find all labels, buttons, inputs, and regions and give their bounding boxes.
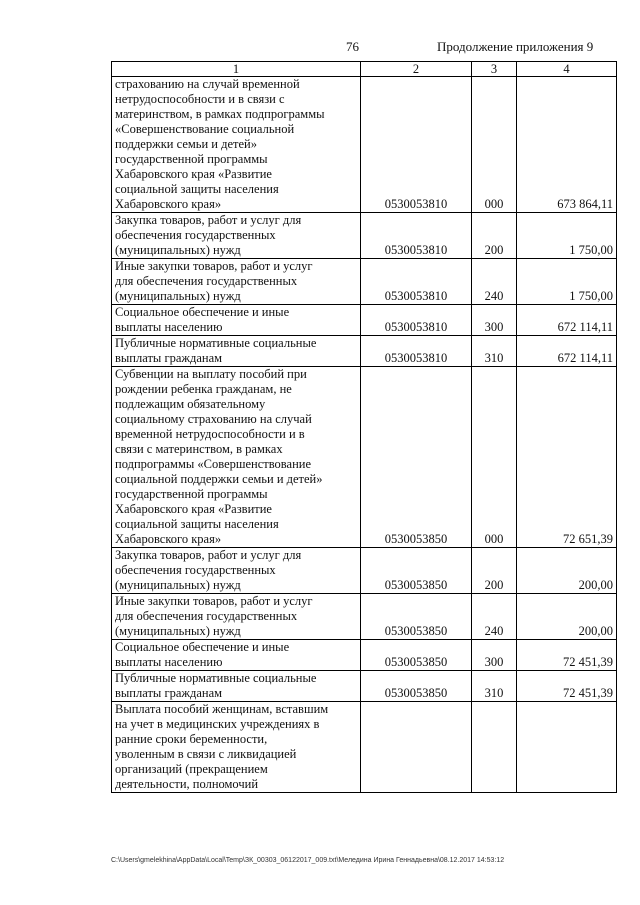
row-type: 240 (472, 594, 517, 640)
column-header-3: 3 (472, 62, 517, 77)
table-header (112, 62, 617, 77)
row-description: страхованию на случай временной нетрудоспособности и в связи с материнством, в рамках подпрограммы «Совершенствование социальной поддержки семьи и детей» государственной программы Хабаровского края «Развитие социальной защиты населения Хабаровского края» (112, 77, 361, 213)
budget-table (111, 61, 617, 793)
row-type (472, 702, 517, 793)
row-code: 0530053850 (361, 594, 472, 640)
row-type: 310 (472, 336, 517, 367)
row-type: 300 (472, 305, 517, 336)
row-amount: 72 451,39 (517, 671, 617, 702)
row-amount (517, 702, 617, 793)
row-amount: 200,00 (517, 548, 617, 594)
footer-file-path: C:\Users\gmelekhina\AppData\Local\Temp\ЗК_00303_06122017_009.txt\Меледина Ирина Геннадьевна\08.12.2017 14:53:12 (111, 857, 505, 864)
row-type: 200 (472, 213, 517, 259)
header-row (112, 62, 617, 77)
row-amount: 672 114,11 (517, 336, 617, 367)
row-amount: 72 651,39 (517, 367, 617, 548)
column-header-1: 1 (112, 62, 361, 77)
page-number: 76 (346, 39, 359, 54)
table-row (112, 305, 617, 336)
row-description: Закупка товаров, работ и услуг для обеспечения государственных (муниципальных) нужд (112, 548, 361, 594)
row-amount: 673 864,11 (517, 77, 617, 213)
row-type: 000 (472, 77, 517, 213)
table-row (112, 702, 617, 793)
table-row (112, 548, 617, 594)
row-code: 0530053810 (361, 305, 472, 336)
table-body (112, 77, 617, 793)
table-row (112, 77, 617, 213)
row-description: Иные закупки товаров, работ и услуг для обеспечения государственных (муниципальных) нужд (112, 594, 361, 640)
row-code: 0530053810 (361, 259, 472, 305)
row-code: 0530053850 (361, 367, 472, 548)
row-description: Социальное обеспечение и иные выплаты населению (112, 305, 361, 336)
table-row (112, 336, 617, 367)
continuation-label: Продолжение приложения 9 (437, 39, 594, 54)
row-type: 000 (472, 367, 517, 548)
row-amount: 1 750,00 (517, 259, 617, 305)
row-description: Закупка товаров, работ и услуг для обеспечения государственных (муниципальных) нужд (112, 213, 361, 259)
table-row (112, 367, 617, 548)
table-row (112, 671, 617, 702)
row-code: 0530053850 (361, 671, 472, 702)
row-description: Иные закупки товаров, работ и услуг для обеспечения государственных (муниципальных) нужд (112, 259, 361, 305)
row-amount: 1 750,00 (517, 213, 617, 259)
table-row (112, 640, 617, 671)
column-header-4: 4 (517, 62, 617, 77)
column-header-2: 2 (361, 62, 472, 77)
row-amount: 200,00 (517, 594, 617, 640)
row-code: 0530053810 (361, 336, 472, 367)
row-type: 310 (472, 671, 517, 702)
row-code: 0530053810 (361, 77, 472, 213)
row-type: 300 (472, 640, 517, 671)
row-amount: 672 114,11 (517, 305, 617, 336)
row-code (361, 702, 472, 793)
row-code: 0530053850 (361, 548, 472, 594)
row-description: Публичные нормативные социальные выплаты гражданам (112, 336, 361, 367)
row-description: Выплата пособий женщинам, вставшим на учет в медицинских учреждениях в ранние сроки беременности, уволенным в связи с ликвидацией организаций (прекращением деятельности, полномочий (112, 702, 361, 793)
row-code: 0530053850 (361, 640, 472, 671)
row-description: Субвенции на выплату пособий при рождении ребенка гражданам, не подлежащим обязательному социальному страхованию на случай временной нетрудоспособности и в связи с материнством, в рамках подпрограммы «Совершенствование социальной поддержки семьи и детей» государственной программы Хабаровского края «Развитие социальной защиты населения Хабаровского края» (112, 367, 361, 548)
table-row (112, 259, 617, 305)
table-row (112, 213, 617, 259)
row-type: 200 (472, 548, 517, 594)
row-type: 240 (472, 259, 517, 305)
row-description: Социальное обеспечение и иные выплаты населению (112, 640, 361, 671)
row-code: 0530053810 (361, 213, 472, 259)
row-description: Публичные нормативные социальные выплаты гражданам (112, 671, 361, 702)
row-amount: 72 451,39 (517, 640, 617, 671)
table-row (112, 594, 617, 640)
